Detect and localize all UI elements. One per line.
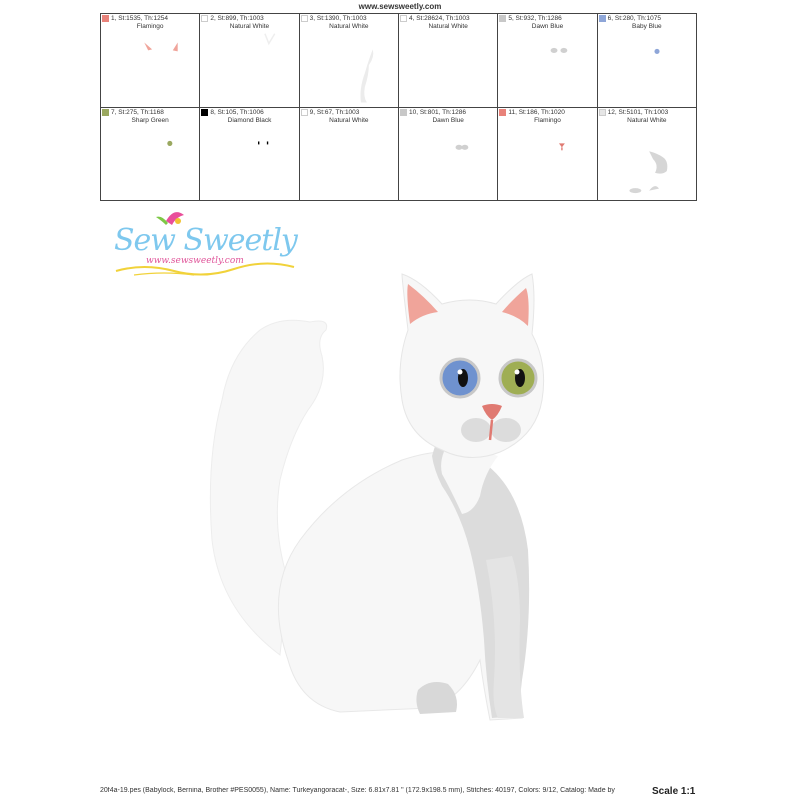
site-url[interactable]: www.sewsweetly.com [358,2,442,11]
thread-label: 2, St:899, Th:1003 [210,15,264,22]
thread-label: 5, St:932, Th:1286 [508,15,562,22]
nose-preview-icon [498,108,596,201]
thread-label: 6, St:280, Th:1075 [607,15,662,22]
thread-cell [200,108,299,202]
blue-eye-preview-icon [598,14,696,107]
thread-swatch [400,15,407,22]
thread-cell [300,14,399,108]
ear-outline-preview-icon [200,14,298,107]
thread-cell [598,14,697,108]
thread-cell [498,108,597,202]
thread-name: Flamingo [136,23,164,30]
cat-muzzle-right [491,418,521,442]
thread-color-chart [100,13,697,201]
thread-cell [300,108,399,202]
thread-name: Natural White [627,116,667,124]
thread-label: 11, St:186, Th:1020 [508,108,565,116]
green-eye-preview-icon [101,108,199,201]
thread-name: Natural White [428,23,468,30]
thread-cell [598,108,697,202]
design-info-footer: 20f4a-19.pes (Babylock, Bernina, Brother #PES0055), Name: Turkeyangoracat-, Size: 6.81x7.81 " (172.9x198.5 mm), Stitches: 40197, Colors: 9/12, Catalog: Made by [100,787,615,794]
thread-label: 7, St:275, Th:1168 [111,108,164,116]
thread-name: Diamond Black [227,116,272,124]
thread-swatch [301,109,308,116]
thread-label: 3, St:1390, Th:1003 [309,15,367,22]
thread-cell [498,14,597,108]
cat-embroidery-design [180,260,620,730]
logo-url[interactable]: www.sewsweetly.com [146,256,244,266]
thread-name: Natural White [229,23,270,30]
thread-cell [399,108,498,202]
thread-name: Baby Blue [632,23,662,30]
thread-label: 10, St:801, Th:1286 [409,108,466,116]
thread-label: 8, St:105, Th:1006 [210,108,264,116]
thread-cell [399,14,498,108]
thread-name: Natural White [329,23,369,30]
thread-label: 4, St:28624, Th:1003 [409,15,470,22]
thread-name: Dawn Blue [432,116,464,124]
scale-label: Scale 1:1 [652,786,696,797]
thread-name: Natural White [329,116,369,124]
thread-label: 12, St:5101, Th:1003 [607,108,669,116]
muzzle-preview-icon [498,14,596,107]
thread-cell [101,108,200,202]
body-shade-preview-icon [598,108,696,201]
thread-label: 9, St:67, Th:1003 [309,108,360,116]
thread-name: Dawn Blue [531,23,564,30]
thread-name: Sharp Green [131,116,169,124]
logo-brand-text: Sew Sweetly [114,223,297,258]
thread-name: Flamingo [534,116,561,124]
ears-preview-icon [101,14,199,107]
chest-preview-icon [300,14,398,107]
pupils-preview-icon [200,108,298,201]
thread-cell [200,14,299,108]
muzzle-shade-preview-icon [399,108,497,201]
thread-cell [101,14,200,108]
cat-muzzle-left [461,418,491,442]
thread-label: 1, St:1535, Th:1254 [111,15,168,22]
